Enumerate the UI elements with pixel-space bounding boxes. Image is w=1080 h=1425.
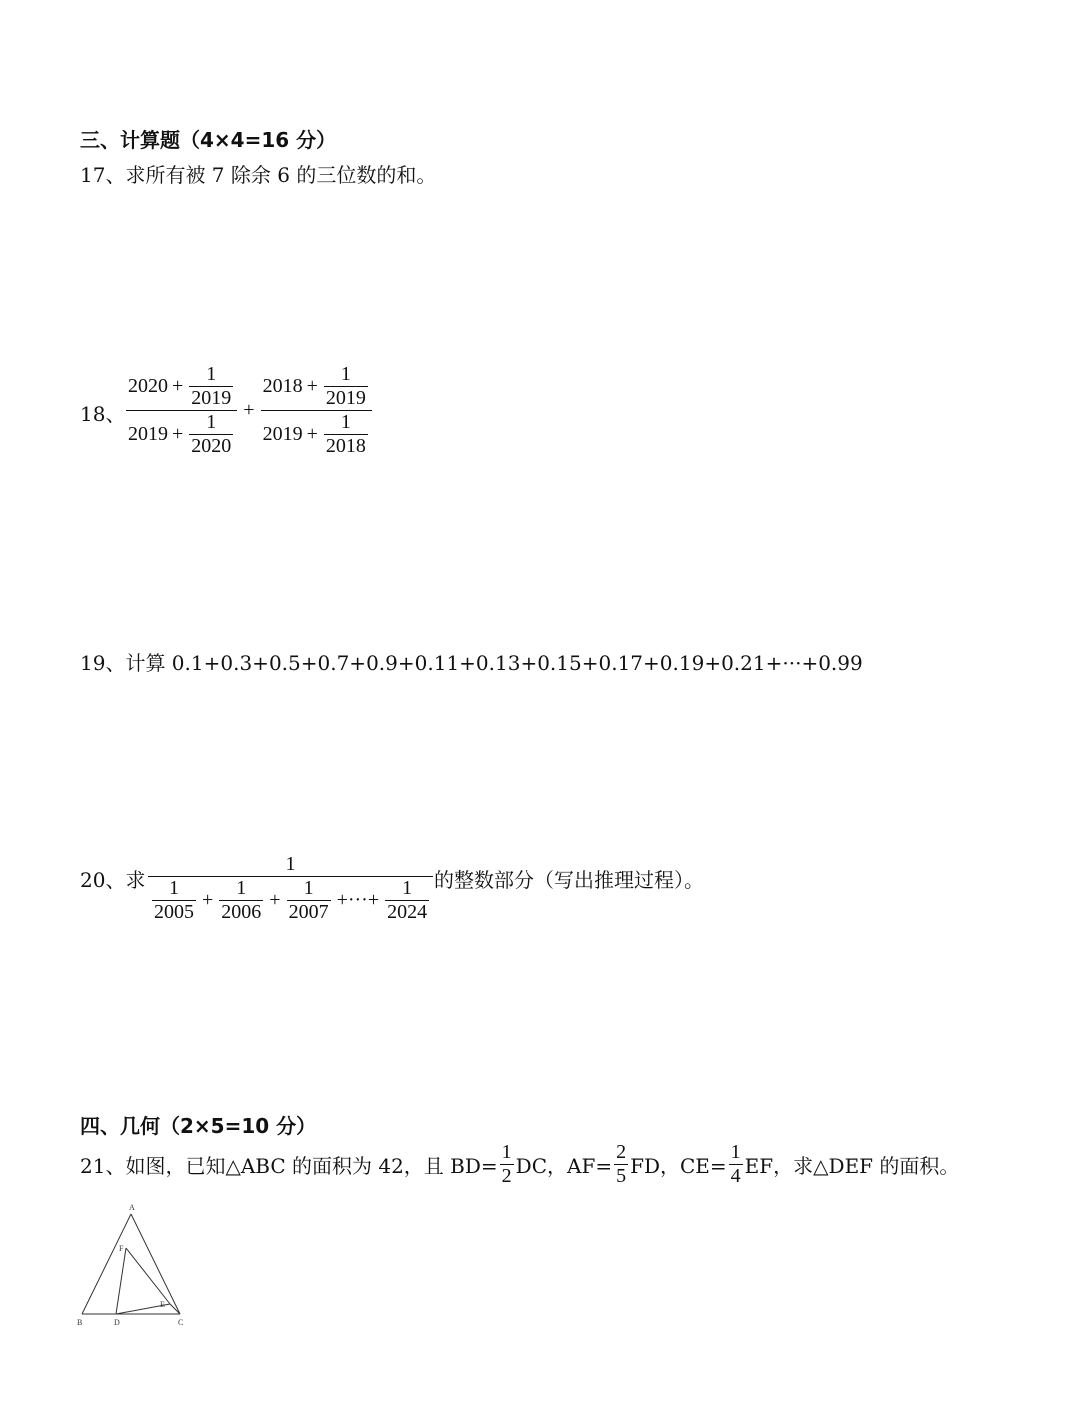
q21-text-2: DC，AF=	[515, 1154, 613, 1178]
q18-f2-den-fnum: 1	[340, 411, 351, 433]
label-b: B	[77, 1318, 83, 1327]
q18-f1-den-int: 2019	[128, 423, 168, 445]
q17-label: 17、	[80, 163, 126, 187]
section-3-title: 三、计算题（4×4=16 分）	[80, 128, 337, 152]
q18-f1-num-int: 2020	[128, 375, 168, 397]
q20-plus: +	[202, 889, 214, 911]
q20-term-num: 1	[236, 877, 247, 899]
q21-f1-den: 2	[501, 1165, 512, 1187]
q21-text-4: EF，求△DEF 的面积。	[744, 1154, 960, 1178]
q18-f2-den-plus: +	[306, 423, 318, 445]
q18-f2-num-fnum: 1	[340, 363, 351, 385]
q18-f2-num-int: 2018	[262, 375, 303, 397]
q18-f1-num-plus: +	[172, 375, 184, 397]
q20-label-prefix	[80, 864, 145, 893]
q20-label: 20、	[80, 868, 126, 892]
q20-term-num: 1	[402, 877, 413, 899]
q21-text-3: FD，CE=	[630, 1154, 727, 1178]
question-19	[80, 647, 863, 676]
q20-plus: +	[269, 889, 281, 911]
q21-f2-den: 5	[616, 1165, 627, 1187]
q18-f1-den-fnum: 1	[206, 411, 217, 433]
q18-fraction-2	[261, 364, 372, 457]
q18-f1-num-fnum: 1	[206, 363, 217, 385]
q20-ellipsis: +···+	[336, 889, 380, 911]
q17-text: 求所有被 7 除余 6 的三位数的和。	[125, 163, 437, 187]
question-17	[80, 159, 436, 188]
q20-expression	[146, 854, 435, 923]
segment-ec	[170, 1304, 180, 1314]
q20-main-fraction	[148, 854, 433, 923]
segment-df	[116, 1248, 126, 1314]
q20-prefix: 求	[125, 868, 146, 892]
q18-fraction-1	[126, 364, 237, 457]
q18-f1-den-plus: +	[172, 423, 184, 445]
label-d: D	[114, 1318, 120, 1327]
q21-f3-den: 4	[730, 1165, 741, 1187]
q21-f1-num: 1	[501, 1141, 512, 1163]
q18-plus: +	[243, 399, 255, 421]
q18-f2-num-fden: 2019	[325, 387, 366, 409]
q21-fraction-ce	[729, 1142, 743, 1187]
segment-fe	[126, 1248, 170, 1304]
q19-text: 计算 0.1+0.3+0.5+0.7+0.9+0.11+0.13+0.15+0.17+0.19+0.21+···+0.99	[125, 651, 863, 675]
q18-f1-num-fden: 2019	[191, 387, 232, 409]
q20-term-num: 1	[169, 877, 179, 899]
q19-label: 19、	[80, 651, 126, 675]
q18-expression	[124, 364, 374, 457]
label-a: A	[129, 1203, 135, 1212]
q18-f2-num-plus: +	[306, 375, 318, 397]
section-4-title: 四、几何（2×5=10 分）	[80, 1114, 317, 1138]
q20-term-den: 2006	[221, 901, 262, 923]
q21-fraction-bd	[500, 1142, 514, 1187]
q21-f3-num: 1	[730, 1141, 741, 1163]
q21-label: 21、	[80, 1154, 126, 1178]
q20-suffix: 的整数部分（写出推理过程）。	[434, 868, 704, 892]
q20-term-den: 2005	[154, 901, 194, 923]
q20-term-den: 2024	[387, 901, 428, 923]
q21-f2-num: 2	[616, 1141, 627, 1163]
label-c: C	[178, 1318, 184, 1327]
q18-f2-den-fden: 2018	[325, 435, 366, 457]
q20-numerator: 1	[285, 853, 296, 875]
q18-f2-den-int: 2019	[262, 423, 303, 445]
q20-term-den: 2007	[288, 901, 329, 923]
q18-label: 18、	[80, 402, 126, 426]
q20-term-num: 1	[303, 877, 314, 899]
triangle-figure	[70, 1200, 200, 1332]
question-21	[80, 1142, 959, 1187]
q18-f1-den-fden: 2020	[191, 435, 232, 457]
label-f: F	[119, 1244, 124, 1253]
label-e: E	[160, 1300, 165, 1309]
q21-text-1: 如图，已知△ABC 的面积为 42，且 BD=	[125, 1154, 498, 1178]
q21-fraction-af	[614, 1142, 628, 1187]
